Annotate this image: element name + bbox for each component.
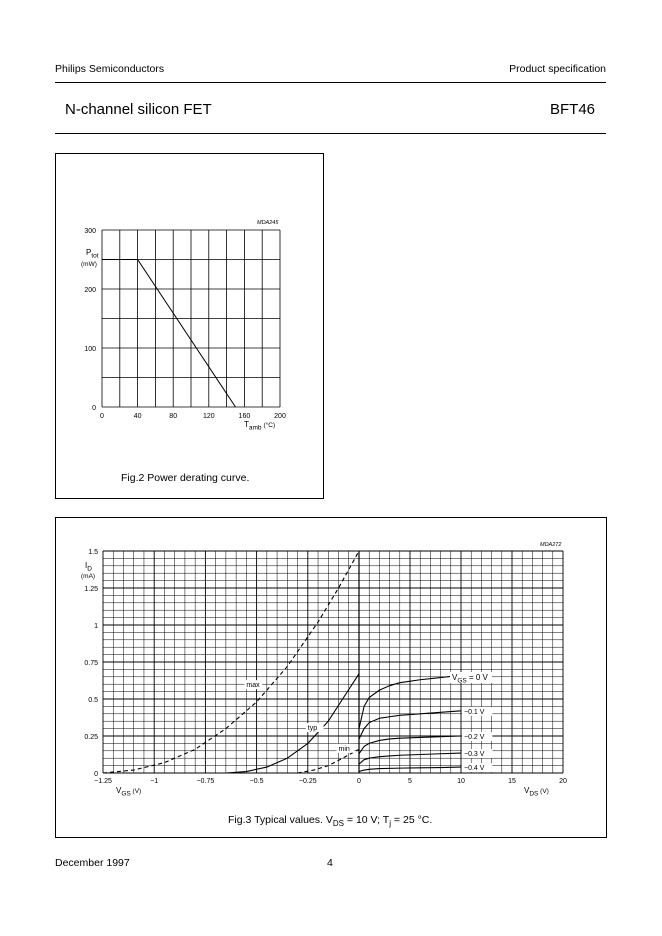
part-number: BFT46 xyxy=(549,101,595,118)
fig3-xtick-right: 10 xyxy=(457,778,465,785)
fig2-xtick-label: 160 xyxy=(238,413,251,420)
fig3-xtick-left: −0.75 xyxy=(196,778,215,785)
fig2-ytick-label: 300 xyxy=(84,228,96,235)
fig3-ytick: 0.5 xyxy=(88,697,98,704)
power-derating-chart xyxy=(56,154,323,498)
fig3-ytick: 0 xyxy=(94,771,98,778)
fig3-xtick-left: 0 xyxy=(357,778,361,785)
fig2-code: MDA245 xyxy=(257,220,279,226)
fig3-ytick: 0.25 xyxy=(84,734,98,741)
fig3-ytick: 1 xyxy=(94,623,98,630)
fig3-ytick: 1.25 xyxy=(84,586,98,593)
fig2-grid xyxy=(102,230,280,407)
footer-date: December 1997 xyxy=(55,857,130,869)
vgs-zero-label: $V_{GS} = 0$ V xyxy=(452,673,488,685)
fig3-grid xyxy=(103,551,563,773)
figure-2-frame xyxy=(55,153,324,499)
fig3-tick-labels xyxy=(84,549,567,785)
fig2-ytick-label: 200 xyxy=(84,287,96,294)
document-title: N-channel silicon FET xyxy=(65,101,212,118)
fig2-xlabel: $T_{amb}$ $^{(^\circ C)}$ xyxy=(244,420,276,432)
fig3-curve-label: −0.1 V xyxy=(464,708,485,716)
fig3-yunit: (mA) xyxy=(81,573,96,580)
document-type: Product specification xyxy=(509,63,606,75)
fig3-xtick-left: −1 xyxy=(150,778,159,785)
fig3-ylabel: $I_D$ xyxy=(85,561,92,573)
fig3-label-typ: typ xyxy=(307,725,318,733)
fig3-xtick-left: −0.5 xyxy=(249,778,264,785)
fig2-ytick-label: 100 xyxy=(84,346,96,353)
header-rule-top xyxy=(55,82,606,83)
fig2-tick-labels xyxy=(84,228,286,420)
fig3-xtick-right: 5 xyxy=(408,778,412,785)
fig2-caption: Fig.2 Power derating curve. xyxy=(121,472,250,484)
fig2-ytick-label: 0 xyxy=(92,405,96,412)
fig3-curve-label: −0.3 V xyxy=(464,751,485,759)
fig2-xtick-label: 0 xyxy=(100,413,104,420)
page-number: 4 xyxy=(327,857,333,869)
fig3-xtick-right: 20 xyxy=(559,778,567,785)
fig2-derating-line xyxy=(102,260,236,408)
fig3-curve-label: −0.2 V xyxy=(464,734,485,741)
fig2-xtick-label: 80 xyxy=(169,413,178,420)
fig2-ylabel: $P_{tot}$ xyxy=(86,248,99,260)
fig3-label-min: min xyxy=(338,745,350,753)
fig3-ytick: 1.5 xyxy=(88,549,98,556)
company-name: Philips Semiconductors xyxy=(55,63,165,75)
fig3-code: MDA272 xyxy=(540,542,562,548)
fig2-xtick-label: 120 xyxy=(202,413,215,420)
fig3-ytick: 0.75 xyxy=(84,660,98,667)
header-rule-bottom xyxy=(55,133,606,134)
fig3-xlabel-right: $V_{DS}$ $^{(V)}$ xyxy=(524,786,549,798)
transfer-output-chart xyxy=(56,518,606,837)
fig2-yunit: (mW) xyxy=(81,261,97,268)
fig3-xtick-left: −0.25 xyxy=(298,778,317,785)
fig2-curve xyxy=(102,260,236,408)
fig3-xtick-right: 15 xyxy=(508,778,516,785)
fig3-label-max: max xyxy=(246,682,260,690)
fig3-caption: Fig.3 Typical values. $V_{DS} = 10$ V; $T_j = 25$ °C. xyxy=(228,814,433,829)
fig3-curve-label: −0.4 V xyxy=(464,765,485,773)
fig2-xtick-label: 40 xyxy=(133,413,142,420)
figure-3-frame xyxy=(55,517,607,838)
fig3-xlabel-left: $V_{GS}$ $^{(V)}$ xyxy=(116,786,142,798)
fig3-xtick-left: −1.25 xyxy=(94,778,112,785)
fig2-xtick-label: 200 xyxy=(274,413,286,420)
